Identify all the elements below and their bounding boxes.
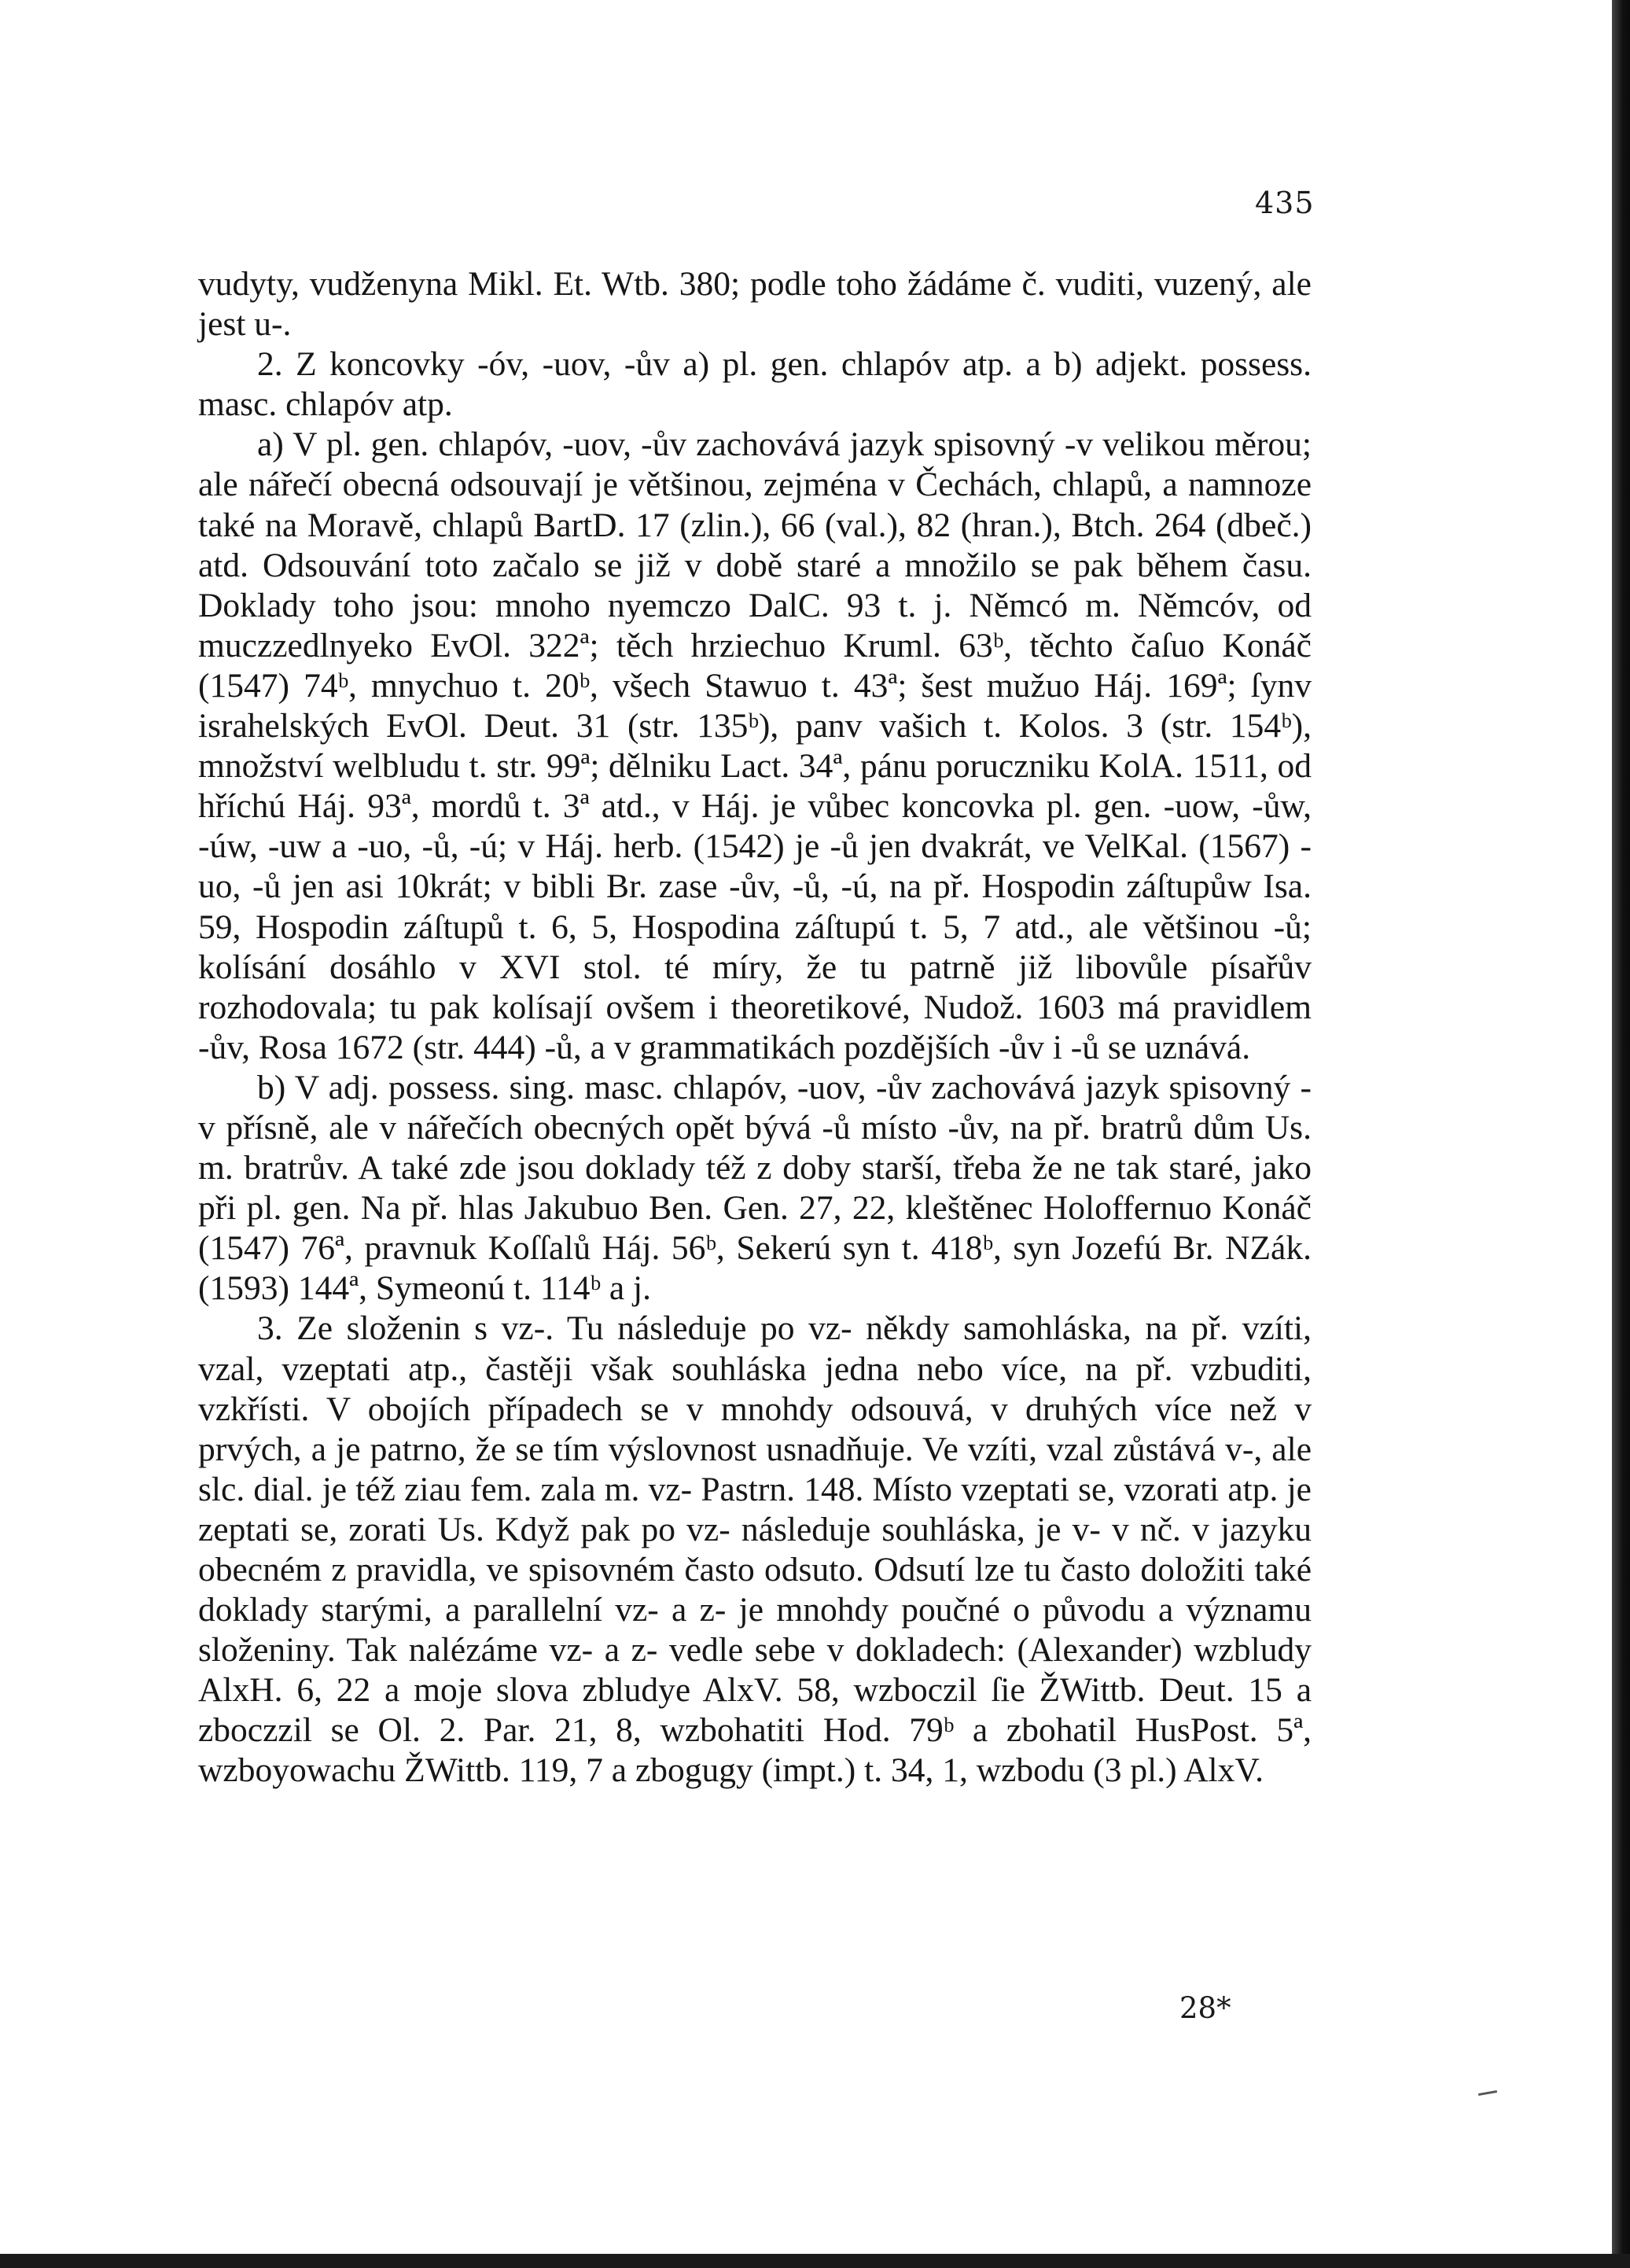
page-number: 435	[1255, 186, 1315, 220]
paragraph-2-heading: 2. Z koncovky -óv, -uov, -ův a) pl. gen. chlapóv atp. a b) adjekt. possess. masc. chlapóv atp.	[198, 345, 1312, 424]
paragraph-2b: b) V adj. possess. sing. masc. chlapóv, -uov, -ův zachovává jazyk spisovný -v přísně, ale v nářečích obecných opět bývá -ů místo -ův, na př. bratrů dům Us. m. bratrův. A také zde jsou doklady též z doby starší, třeba že ne tak staré, jako při pl. gen. Na př. hlas Jakubuo Ben. Gen. 27, 22, kleštěnec Holoffernuo Konáč (1547) 76ª, pravnuk Koſſalů Háj. 56ᵇ, Sekerú syn t. 418ᵇ, syn Jozefú Br. NZák. (1593) 144ª, Symeonú t. 114ᵇ a j.	[198, 1068, 1312, 1308]
scan-edge-bottom	[0, 2254, 1630, 2268]
paragraph-3: 3. Ze složenin s vz-. Tu následuje po vz- někdy samohláska, na př. vzíti, vzal, vzeptati atp., častěji však souhláska jedna nebo více, na př. vzbuditi, vzkřísti. V obojích případech se v mnohdy odsouvá, v druhých více než v prvých, a je patrno, že se tím výslovnost usnadňuje. Ve vzíti, vzal zůstává v-, ale slc. dial. je též ziau fem. zala m. vz- Pastrn. 148. Místo vzeptati se, vzorati atp. je zeptati se, zorati Us. Když pak po vz- následuje souhláska, je v- v nč. v jazyku obecném z pravidla, ve spisovném často odsuto. Odsutí lze tu často doložiti také doklady starými, a parallelní vz- a z- je mnohdy poučné o původu a významu složeniny. Tak nalézáme vz- a z- vedle sebe v dokladech: (Alexander) wzbludy AlxH. 6, 22 a moje slova zbludye AlxV. 58, wzboczil ſie ŽWittb. Deut. 15 a zboczzil se Ol. 2. Par. 21, 8, wzbohatiti Hod. 79ᵇ a zbohatil HusPost. 5ª, wzboyowachu ŽWittb. 119, 7 a zbogugy (impt.) t. 34, 1, wzbodu (3 pl.) AlxV.	[198, 1309, 1312, 1790]
paragraph-continuation: vudyty, vudženyna Mikl. Et. Wtb. 380; podle toho žádáme č. vuditi, vuzený, ale jest u-.	[198, 265, 1312, 344]
paragraph-2a: a) V pl. gen. chlapóv, -uov, -ův zachovává jazyk spisovný -v velikou měrou; ale nářečí obecná odsouvají je většinou, zejména v Čechách, chlapů, a namnoze také na Moravě, chlapů BartD. 17 (zlin.), 66 (val.), 82 (hran.), Btch. 264 (dbeč.) atd. Odsouvání toto začalo se již v době staré a množilo se pak během času. Doklady toho jsou: mnoho nyemczo DalC. 93 t. j. Němcó m. Němcóv, od muczzedlnyeko EvOl. 322ª; těch hrziechuo Kruml. 63ᵇ, těchto čaſuo Konáč (1547) 74ᵇ, mnychuo t. 20ᵇ, všech Stawuo t. 43ª; šest mužuo Háj. 169ª; ſynv israhelských EvOl. Deut. 31 (str. 135ᵇ), panv vašich t. Kolos. 3 (str. 154ᵇ), množství welbludu t. str. 99ª; dělniku Lact. 34ª, pánu poruczniku KolA. 1511, od hříchú Háj. 93ª, mordů t. 3ª atd., v Háj. je vůbec koncovka pl. gen. -uow, -ůw, -úw, -uw a -uo, -ů, -ú; v Háj. herb. (1542) je -ů jen dvakrát, ve VelKal. (1567) -uo, -ů jen asi 10krát; v bibli Br. zase -ův, -ů, -ú, na př. Hospodin záſtupůw Isa. 59, Hospodin záſtupů t. 6, 5, Hospodina záſtupú t. 5, 7 atd., ale většinou -ů; kolísání dosáhlo v XVI stol. té míry, že tu patrně již libovůle písařův rozhodovala; tu pak kolísají ovšem i theoretikové, Nudož. 1603 má pravidlem -ův, Rosa 1672 (str. 444) -ů, a v grammatikách pozdějších -ův i -ů se uznává.	[198, 425, 1312, 1066]
scan-speck	[1478, 2090, 1497, 2096]
signature-mark: 28*	[1179, 1991, 1231, 2025]
body-text	[198, 264, 1312, 1791]
scan-edge-right	[1612, 0, 1630, 2268]
